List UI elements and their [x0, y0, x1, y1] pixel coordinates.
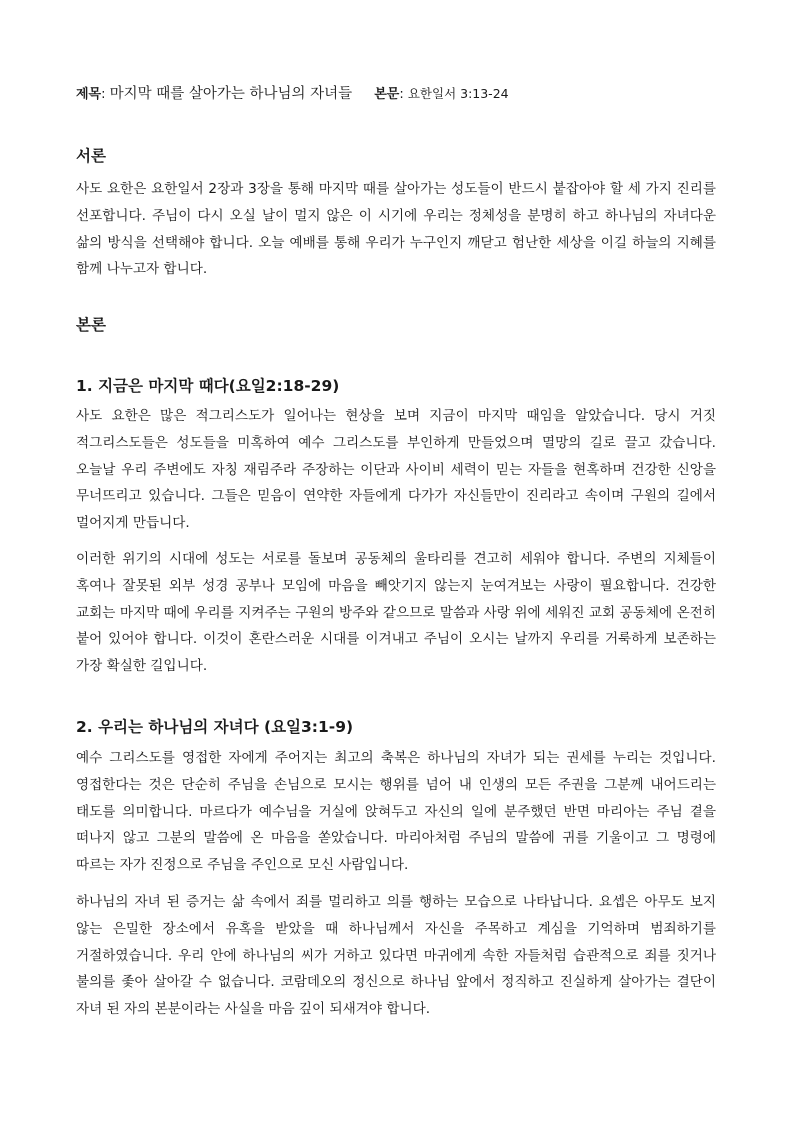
intro-paragraph: 사도 요한은 요한일서 2장과 3장을 통해 마지막 때를 살아가는 성도들이 반드시 붙잡아야 할 세 가지 진리를 선포합니다. 주님이 다시 오실 날이 멀지 않은 이 시기에 우리는 정체성을 분명히 하고 하나님의 자녀다운 삶의 방식을 선택해야 합니다. 오늘 예배를 통해 우리가 누구인지 깨닫고 험난한 세상을 이길 하늘의 지혜를 함께 나누고자 합니다. [76, 181, 716, 278]
scripture-label: 본문 [374, 87, 400, 102]
title-label: 제목 [76, 87, 102, 102]
body-heading: 본론 [76, 316, 106, 334]
section-1-paragraph-2: 이러한 위기의 시대에 성도는 서로를 돌보며 공동체의 울타리를 견고히 세워야 합니다. 주변의 지체들이 혹여나 잘못된 외부 성경 공부나 모임에 마음을 빼앗기지 않는지 눈여겨보는 사랑이 필요합니다. 건강한 교회는 마지막 때에 우리를 지켜주는 구원의 방주와 같으므로 말씀과 사랑 위에 세워진 교회 공동체에 온전히 붙어 있어야 합니다. 이것이 혼란스러운 시대를 이겨내고 주님이 오시는 날까지 우리를 거룩하게 보존하는 가장 확실한 길입니다. [76, 551, 716, 675]
intro-heading: 서론 [76, 147, 106, 165]
section-2-paragraph-2: 하나님의 자녀 된 증거는 삶 속에서 죄를 멀리하고 의를 행하는 모습으로 나타납니다. 요셉은 아무도 보지 않는 은밀한 장소에서 유혹을 받았을 때 하나님께서 자신을 주목하고 계심을 기억하며 범죄하기를 거절하였습니다. 우리 안에 하나님의 씨가 거하고 있다면 마귀에게 속한 자들처럼 습관적으로 죄를 짓거나 불의를 좇아 살아갈 수 없습니다. 코람데오의 정신으로 하나님 앞에서 정직하고 진실하게 살아가는 결단이 자녀 된 자의 본분이라는 사실을 마음 깊이 되새겨야 합니다. [76, 894, 716, 1018]
title-separator: : [101, 87, 110, 102]
section-2-paragraph-1: 예수 그리스도를 영접한 자에게 주어지는 최고의 축복은 하나님의 자녀가 되는 권세를 누리는 것입니다. 영접한다는 것은 단순히 주님을 손님으로 모시는 행위를 넘어 내 인생의 모든 주권을 그분께 내어드리는 태도를 의미합니다. 마르다가 예수님을 거실에 앉혀두고 자신의 일에 분주했던 반면 마리아는 주님 곁을 떠나지 않고 그분의 말씀에 온 마음을 쏟았습니다. 마리아처럼 주님의 말씀에 귀를 기울이고 그 명령에 따르는 자가 진정으로 주님을 주인으로 모신 사람입니다. [76, 750, 716, 874]
section-2-heading: 2. 우리는 하나님의 자녀다 (요일3:1-9) [76, 718, 354, 736]
scripture-separator: : [399, 87, 408, 102]
scripture-reference: 요한일서 3:13-24 [407, 86, 509, 101]
sermon-title: 마지막 때를 살아가는 하나님의 자녀들 [109, 86, 353, 102]
section-1-heading: 1. 지금은 마지막 때다(요일2:18-29) [76, 377, 340, 395]
title-line [76, 84, 716, 105]
section-1-paragraph-1: 사도 요한은 많은 적그리스도가 일어나는 현상을 보며 지금이 마지막 때임을 알았습니다. 당시 거짓 적그리스도들은 성도들을 미혹하여 예수 그리스도를 부인하게 만들었으며 멸망의 길로 끌고 갔습니다. 오늘날 우리 주변에도 자칭 재림주라 주장하는 이단과 사이비 세력이 믿는 자들을 현혹하며 건강한 신앙을 무너뜨리고 있습니다. 그들은 믿음이 연약한 자들에게 다가가 자신들만이 진리라고 속이며 구원의 길에서 멀어지게 만듭니다. [76, 408, 716, 532]
